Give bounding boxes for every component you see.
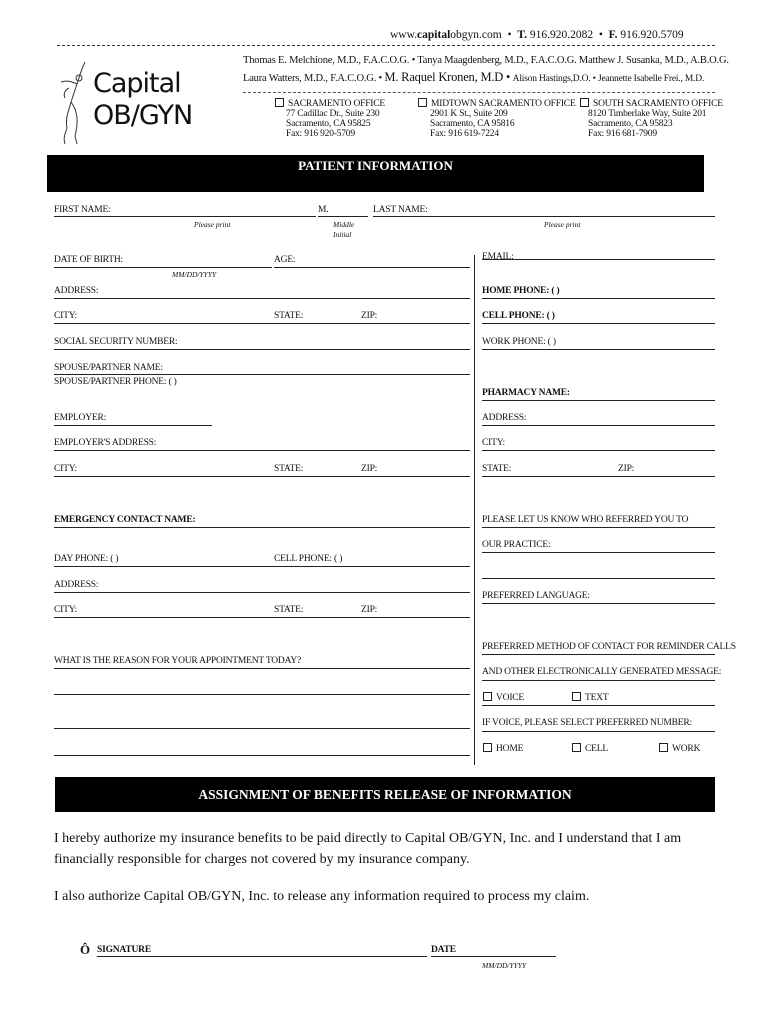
office-midtown-checkbox[interactable] [418, 98, 427, 107]
work-label: WORK [672, 744, 701, 754]
state-label: STATE: [274, 311, 304, 321]
office-sacramento-address: 77 Cadillac Dr., Suite 230 [286, 109, 380, 119]
office-midtown-header [418, 98, 578, 109]
office-midtown-city: Sacramento, CA 95816 [430, 119, 515, 129]
reason-line-1[interactable] [54, 668, 470, 669]
website-prefix: www. [390, 29, 418, 41]
text-option[interactable] [572, 692, 608, 703]
column-separator [474, 255, 475, 765]
doctors-line-2b: M. Raquel Kronen, M.D • [384, 70, 511, 84]
website-contact-line: www.capitalobgyn.com • T. 916.920.2082 • F. 916.920.5709 [390, 29, 684, 41]
employer-state-label: STATE: [274, 464, 304, 474]
signature-field[interactable] [97, 956, 427, 957]
release-paragraph: I also authorize Capital OB/GYN, Inc. to release any information required to process my claim. [54, 889, 590, 904]
first-name-field[interactable] [54, 216, 316, 217]
dob-field[interactable] [54, 267, 272, 268]
home-option[interactable] [483, 743, 523, 754]
phone-number: 916.920.2082 [529, 29, 594, 41]
reason-line-3[interactable] [54, 728, 470, 729]
office-sacramento-fax: Fax: 916 920-5709 [286, 129, 355, 139]
signature-label: SIGNATURE [97, 945, 151, 955]
if-voice-line [482, 731, 715, 732]
logo [55, 60, 225, 148]
first-name-hint: Please print [194, 220, 231, 229]
logo-text-obgyn: OB/GYN [93, 100, 193, 131]
office-sacramento-checkbox[interactable] [275, 98, 284, 107]
ssn-field[interactable] [54, 349, 470, 350]
voice-label: VOICE [496, 693, 525, 703]
pharmacy-name-label: PHARMACY NAME: [482, 388, 570, 398]
employer-label: EMPLOYER: [54, 413, 107, 423]
office-sacramento-city: Sacramento, CA 95825 [286, 119, 371, 129]
date-hint: MM/DD/YYYY [482, 961, 527, 970]
age-label: AGE: [274, 255, 296, 265]
zip-label: ZIP: [361, 311, 378, 321]
referred-label: PLEASE LET US KNOW WHO REFERRED YOU TO [482, 515, 689, 525]
age-field[interactable] [274, 267, 470, 268]
if-voice-label: IF VOICE, PLEASE SELECT PREFERRED NUMBER: [482, 718, 692, 728]
contact-method-line-2 [482, 680, 715, 681]
office-midtown-fax: Fax: 916 619-7224 [430, 129, 499, 139]
email-field[interactable] [482, 259, 715, 260]
doctors-line-2 [243, 70, 704, 85]
reason-label: WHAT IS THE REASON FOR YOUR APPOINTMENT TODAY? [54, 656, 302, 666]
emergency-contact-label: EMERGENCY CONTACT NAME: [54, 515, 196, 525]
date-label: DATE [431, 945, 456, 955]
doctors-line-2c: Alison Hastings,D.O. • Jeannette Isabelle Frei., M.D. [512, 74, 705, 84]
office-midtown [418, 98, 578, 139]
employer-field[interactable] [54, 425, 212, 426]
emergency-zip-label: ZIP: [361, 605, 378, 615]
voice-checkbox[interactable] [483, 692, 492, 701]
middle-initial-label: M. [318, 205, 329, 215]
emergency-phones-field[interactable] [54, 566, 470, 567]
work-option[interactable] [659, 743, 700, 754]
last-name-field[interactable] [373, 216, 715, 217]
contact-method-label-1: PREFERRED METHOD OF CONTACT FOR REMINDER CALLS [482, 642, 736, 652]
text-label: TEXT [585, 693, 609, 703]
home-phone-field[interactable] [482, 298, 715, 299]
doctors-line-2a: Laura Watters, M.D., F.A.C.O.G. • [243, 73, 382, 84]
office-south-checkbox[interactable] [580, 98, 589, 107]
work-phone-label: WORK PHONE: ( ) [482, 337, 556, 347]
pharmacy-state-zip-field[interactable] [482, 476, 715, 477]
pharmacy-state-label: STATE: [482, 464, 512, 474]
city-state-zip-field[interactable] [54, 323, 470, 324]
preferred-language-label: PREFERRED LANGUAGE: [482, 591, 590, 601]
our-practice-label: OUR PRACTICE: [482, 540, 551, 550]
phone-label: T. [517, 29, 527, 41]
employer-city-state-zip-field[interactable] [54, 476, 470, 477]
office-midtown-name: MIDTOWN SACRAMENTO OFFICE [431, 99, 576, 109]
patient-information-header: PATIENT INFORMATION [47, 155, 704, 192]
emergency-city-state-zip-field[interactable] [54, 617, 470, 618]
office-sacramento [275, 98, 415, 139]
fax-label: F. [608, 29, 618, 41]
employer-address-label: EMPLOYER'S ADDRESS: [54, 438, 157, 448]
contact-method-line-1 [482, 654, 715, 655]
pharmacy-address-field[interactable] [482, 425, 715, 426]
middle-initial-field[interactable] [318, 216, 368, 217]
voice-text-line [482, 705, 715, 706]
emergency-contact-field[interactable] [54, 527, 470, 528]
fax-number: 916.920.5709 [620, 29, 684, 41]
office-south-address: 8120 Timberlake Way, Suite 201 [588, 109, 707, 119]
employer-zip-label: ZIP: [361, 464, 378, 474]
cell-label: CELL [585, 744, 608, 754]
spouse-name-label: SPOUSE/PARTNER NAME: [54, 363, 163, 373]
work-phone-field[interactable] [482, 349, 715, 350]
referred-extra-line[interactable] [482, 578, 715, 579]
referred-field[interactable] [482, 527, 715, 528]
address-label: ADDRESS: [54, 286, 99, 296]
reason-line-4[interactable] [54, 755, 470, 756]
employer-city-label: CITY: [54, 464, 77, 474]
doctors-line-1: Thomas E. Melchione, M.D., F.A.C.O.G. • Tanya Maagdenberg, M.D., F.A.C.O.G. Matthew J. Susanka, M.D., A.B.O.G. [243, 55, 729, 66]
email-label: EMAIL: [482, 252, 514, 262]
text-checkbox[interactable] [572, 692, 581, 701]
pharmacy-address-label: ADDRESS: [482, 413, 527, 423]
first-name-label: FIRST NAME: [54, 205, 111, 215]
cell-checkbox[interactable] [572, 743, 581, 752]
emergency-address-field[interactable] [54, 592, 470, 593]
day-phone-label: DAY PHONE: ( ) [54, 554, 119, 564]
last-name-label: LAST NAME: [373, 205, 428, 215]
dob-hint: MM/DD/YYYY [172, 270, 217, 279]
website-suffix: obgyn.com [450, 29, 502, 41]
emergency-city-label: CITY: [54, 605, 77, 615]
authorization-paragraph: I hereby authorize my insurance benefits to be paid directly to Capital OB/GYN, Inc. and I understand that I am financially responsible for charges not covered by my insurance company. [54, 831, 682, 867]
office-south-city: Sacramento, CA 95823 [588, 119, 673, 129]
office-south [580, 98, 730, 139]
emergency-state-label: STATE: [274, 605, 304, 615]
city-label: CITY: [54, 311, 77, 321]
ssn-label: SOCIAL SECURITY NUMBER: [54, 337, 178, 347]
header-dashed-divider [57, 45, 715, 46]
website-bold: capital [417, 29, 451, 41]
logo-text-capital: Capital [93, 68, 181, 99]
home-phone-label: HOME PHONE: ( ) [482, 286, 560, 296]
last-name-hint: Please print [544, 220, 581, 229]
initial-hint: Initial [333, 230, 352, 239]
voice-option[interactable] [483, 692, 524, 703]
pharmacy-name-field[interactable] [482, 400, 715, 401]
our-practice-field[interactable] [482, 552, 715, 553]
dob-label: DATE OF BIRTH: [54, 255, 123, 265]
office-south-name: SOUTH SACRAMENTO OFFICE [593, 99, 723, 109]
office-south-fax: Fax: 916 681-7909 [588, 129, 657, 139]
home-label: HOME [496, 744, 524, 754]
pharmacy-city-label: CITY: [482, 438, 505, 448]
cell-phone-field[interactable] [482, 323, 715, 324]
spouse-phone-label: SPOUSE/PARTNER PHONE: ( ) [54, 377, 177, 387]
home-checkbox[interactable] [483, 743, 492, 752]
pharmacy-zip-label: ZIP: [618, 464, 635, 474]
reason-line-2[interactable] [54, 694, 470, 695]
address-field[interactable] [54, 298, 470, 299]
spouse-name-field[interactable] [54, 374, 470, 375]
cell-phone-label: CELL PHONE: ( ) [482, 311, 555, 321]
date-field[interactable] [431, 956, 556, 957]
logo-figure-icon [55, 60, 97, 146]
assignment-of-benefits-header: ASSIGNMENT OF BENEFITS RELEASE OF INFORMATION [55, 777, 715, 812]
office-sacramento-header [275, 98, 415, 109]
cell-option[interactable] [572, 743, 608, 754]
middle-hint: Middle [333, 220, 355, 229]
emergency-address-label: ADDRESS: [54, 580, 99, 590]
emergency-cell-phone-label: CELL PHONE: ( ) [274, 554, 343, 564]
work-checkbox[interactable] [659, 743, 668, 752]
signature-mark: Ô [80, 942, 90, 957]
office-midtown-address: 2901 K St., Suite 209 [430, 109, 508, 119]
office-south-header [580, 98, 730, 109]
pharmacy-city-field[interactable] [482, 450, 715, 451]
office-sacramento-name: SACRAMENTO OFFICE [288, 99, 385, 109]
contact-method-label-2: AND OTHER ELECTRONICALLY GENERATED MESSAGE: [482, 667, 722, 677]
doctors-divider [243, 92, 715, 93]
employer-address-field[interactable] [54, 450, 470, 451]
preferred-language-field[interactable] [482, 603, 715, 604]
